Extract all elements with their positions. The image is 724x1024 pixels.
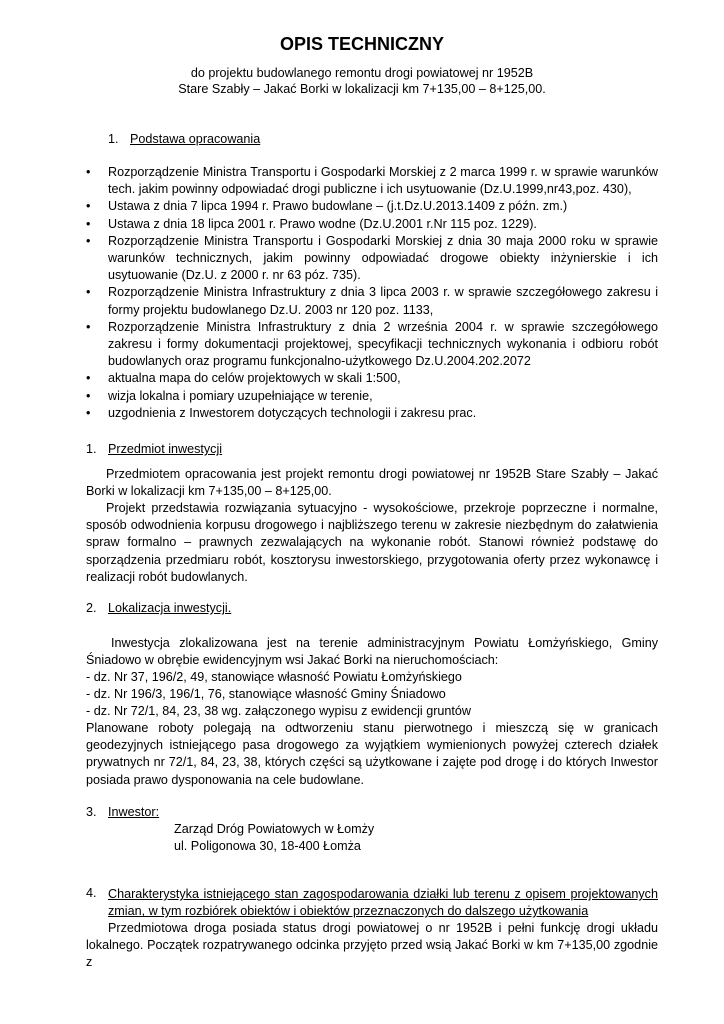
list-item: • uzgodnienia z Inwestorem dotyczących technologii i zakresu prac. xyxy=(108,405,658,422)
document-title: OPIS TECHNICZNY xyxy=(279,34,444,54)
characteristics-paragraph-1: Przedmiotowa droga posiada status drogi powiatowej o nr 1952B i pełni funkcję drogi układu lokalnego. Początek rozpatrywanego odcinka przyjęto przed wsią Jakać Borki w km 7+135,00 zgodnie z xyxy=(86,921,658,970)
section-number: 3. xyxy=(86,805,97,819)
list-item: • Ustawa z dnia 18 lipca 2001 r. Prawo wodne (Dz.U.2001 r.Nr 115 poz. 1229). xyxy=(108,216,658,233)
investor-name: Zarząd Dróg Powiatowych w Łomży xyxy=(174,822,375,836)
parcel-line: - dz. Nr 196/3, 196/1, 76, stanowiące własność Gminy Śniadowo xyxy=(86,687,446,701)
subtitle-line-2: Stare Szabły – Jakać Borki w lokalizacji km 7+135,00 – 8+125,00. xyxy=(178,82,546,96)
section-number: 4. xyxy=(86,886,97,900)
location-paragraph-1: Inwestycja zlokalizowana jest na terenie administracyjnym Powiatu Łomżyńskiego, Gminy Śniadowo w obrębie ewidencyjnym wsi Jakać Borki na nieruchomościach: xyxy=(86,636,658,668)
list-item: • Rozporządzenie Ministra Infrastruktury z dnia 2 września 2004 r. w sprawie szczegółowego zakresu i formy dokumentacji projektowej, specyfikacji technicznych wykonania i odbioru robót budowlanych oraz programu funkcjonalno-użytkowego Dz.U.2004.202.2072 xyxy=(108,319,658,371)
section-number: 1. xyxy=(108,132,119,146)
section-number: 2. xyxy=(86,601,97,615)
parcel-line: - dz. Nr 37, 196/2, 49, stanowiące własność Powiatu Łomżyńskiego xyxy=(86,670,462,684)
subject-paragraph-1: Przedmiotem opracowania jest projekt remontu drogi powiatowej nr 1952B Stare Szabły – Jakać Borki w lokalizacji km 7+135,00 – 8+125,00. xyxy=(86,467,658,499)
subject-paragraph-2: Projekt przedstawia rozwiązania sytuacyjno - wysokościowe, przekroje poprzeczne i normalne, sposób odwodnienia korpusu drogowego i najbliższego terenu w zakresie niezbędnym do załatwienia spraw formalno – prawnych zezwalających na wykonanie robót. Stanowi również podstawę do sporządzenia przedmiaru robót, kosztorysu inwestorskiego, przygotowania oferty przez wykonawcę i realizacji robót budowlanych. xyxy=(86,501,658,584)
list-item: • Rozporządzenie Ministra Transportu i Gospodarki Morskiej z 2 marca 1999 r. w sprawie warunków tech. jakim powinny odpowiadać drogi publiczne i ich usytuowanie (Dz.U.1999,nr43,poz. 430), xyxy=(108,164,658,198)
section-label: Przedmiot inwestycji xyxy=(108,442,223,456)
section-characteristics-heading xyxy=(86,886,658,920)
section-number: 1. xyxy=(86,442,97,456)
parcel-line: - dz. Nr 72/1, 84, 23, 38 wg. załączonego wypisu z ewidencji gruntów xyxy=(86,704,472,718)
list-item: • wizja lokalna i pomiary uzupełniające w terenie, xyxy=(108,388,658,405)
list-item: • Rozporządzenie Ministra Transportu i Gospodarki Morskiej z dnia 30 maja 2000 roku w sprawie warunków technicznych, jakim powinny odpowiadać drogowe obiekty inżynierskie i ich usytuowanie (Dz.U. z 2000 r. nr 63 póz. 735). xyxy=(108,233,658,285)
basis-list xyxy=(108,164,658,422)
section-label: Lokalizacja inwestycji. xyxy=(108,601,232,615)
section-label: Charakterystyka istniejącego stan zagospodarowania działki lub terenu z opisem projektowanych zmian, w tym rozbiórek obiektów i obiektów przeznaczonych do dalszego użytkowania xyxy=(108,887,658,919)
list-item: • Rozporządzenie Ministra Infrastruktury z dnia 3 lipca 2003 r. w sprawie szczegółowego zakresu i formy projektu budowlanego Dz.U. 2003 nr 120 poz. 1133, xyxy=(108,284,658,318)
investor-address: ul. Poligonowa 30, 18-400 Łomża xyxy=(174,839,361,853)
list-item: • aktualna mapa do celów projektowych w skali 1:500, xyxy=(108,370,658,387)
section-label: Inwestor: xyxy=(108,805,160,819)
location-paragraph-2: Planowane roboty polegają na odtworzeniu stanu pierwotnego i mieszczą się w granicach geodezyjnych istniejącego pasa drogowego za wyjątkiem wymienionych powyżej czterech działek prywatnych nr 72/1, 84, 23, 38, których części są użytkowane i zajęte pod drogę i do których Inwestor posiada prawo dysponowania na cele budowlane. xyxy=(86,721,658,787)
section-label: Podstawa opracowania xyxy=(130,132,261,146)
list-item: • Ustawa z dnia 7 lipca 1994 r. Prawo budowlane – (j.t.Dz.U.2013.1409 z późn. zm.) xyxy=(108,198,658,215)
subtitle-line-1: do projektu budowlanego remontu drogi powiatowej nr 1952B xyxy=(190,66,534,80)
